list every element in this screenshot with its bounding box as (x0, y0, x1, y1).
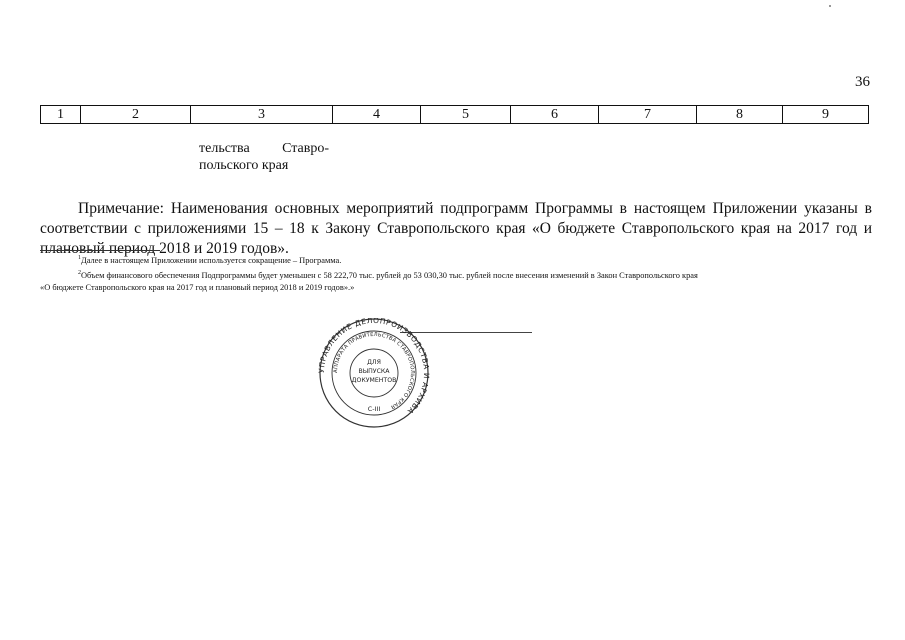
footnote-separator (40, 250, 160, 251)
stamp-inner-text: АППАРАТА ПРАВИТЕЛЬСТВА СТАВРОПОЛЬСКОГО КРАЯ (332, 331, 416, 410)
column-number-cell: 2 (81, 106, 191, 124)
footnote-2-continuation (40, 282, 874, 294)
footnote-text: Объем финансового обеспечения Подпрограммы будет уменьшен с 58 222,70 тыс. рублей до 53 030,30 тыс. рублей после внесения изменений в Закон Ставропольского края (81, 270, 698, 280)
column-number-cell: 7 (599, 106, 697, 124)
footnote-mark: 2 (78, 269, 81, 276)
note-paragraph: Примечание: Наименования основных мероприятий подпрограмм Программы в настоящем Приложении указаны в соответствии с приложениями 15 – 18 к Закону Ставропольского края «О бюджете Ставропольского края на 2017 год и плановый период 2018 и 2019 годов». (40, 199, 872, 257)
stamp-center-line: ВЫПУСКА (358, 368, 390, 375)
scan-dot (829, 5, 831, 7)
footnote-mark: 1 (78, 255, 81, 261)
column-number-cell: 1 (41, 106, 81, 124)
continuation-word: тельства (199, 141, 250, 156)
column-number-cell: 8 (697, 106, 783, 124)
official-stamp (309, 318, 439, 428)
stamp-center-line: ДЛЯ (367, 359, 381, 366)
footnote-2 (40, 267, 874, 282)
stamp-outer-text: УПРАВЛЕНИЕ ДЕЛОПРОИЗВОДСТВА И АРХИВА (316, 318, 432, 416)
footnote-1 (40, 252, 874, 267)
column-number-cell: 4 (333, 106, 421, 124)
column-number-cell: 5 (421, 106, 511, 124)
column-number-cell: 3 (191, 106, 333, 124)
footnotes (40, 252, 874, 294)
page-number: 36 (855, 74, 870, 90)
continuation-line: польского края (199, 158, 289, 173)
continuation-word: Ставро- (282, 141, 329, 156)
column-number-cell: 9 (783, 106, 869, 124)
footnote-text: Далее в настоящем Приложении используется сокращение – Программа. (81, 255, 342, 265)
stamp-code: С-III (367, 405, 381, 413)
table-continuation-text (199, 140, 329, 174)
column-number-cell: 6 (511, 106, 599, 124)
footnote-text: «О бюджете Ставропольского края на 2017 год и плановый период 2018 и 2019 годов».» (40, 282, 355, 292)
stamp-center-line: ДОКУМЕНТОВ (351, 377, 397, 384)
column-number-row (40, 105, 869, 124)
